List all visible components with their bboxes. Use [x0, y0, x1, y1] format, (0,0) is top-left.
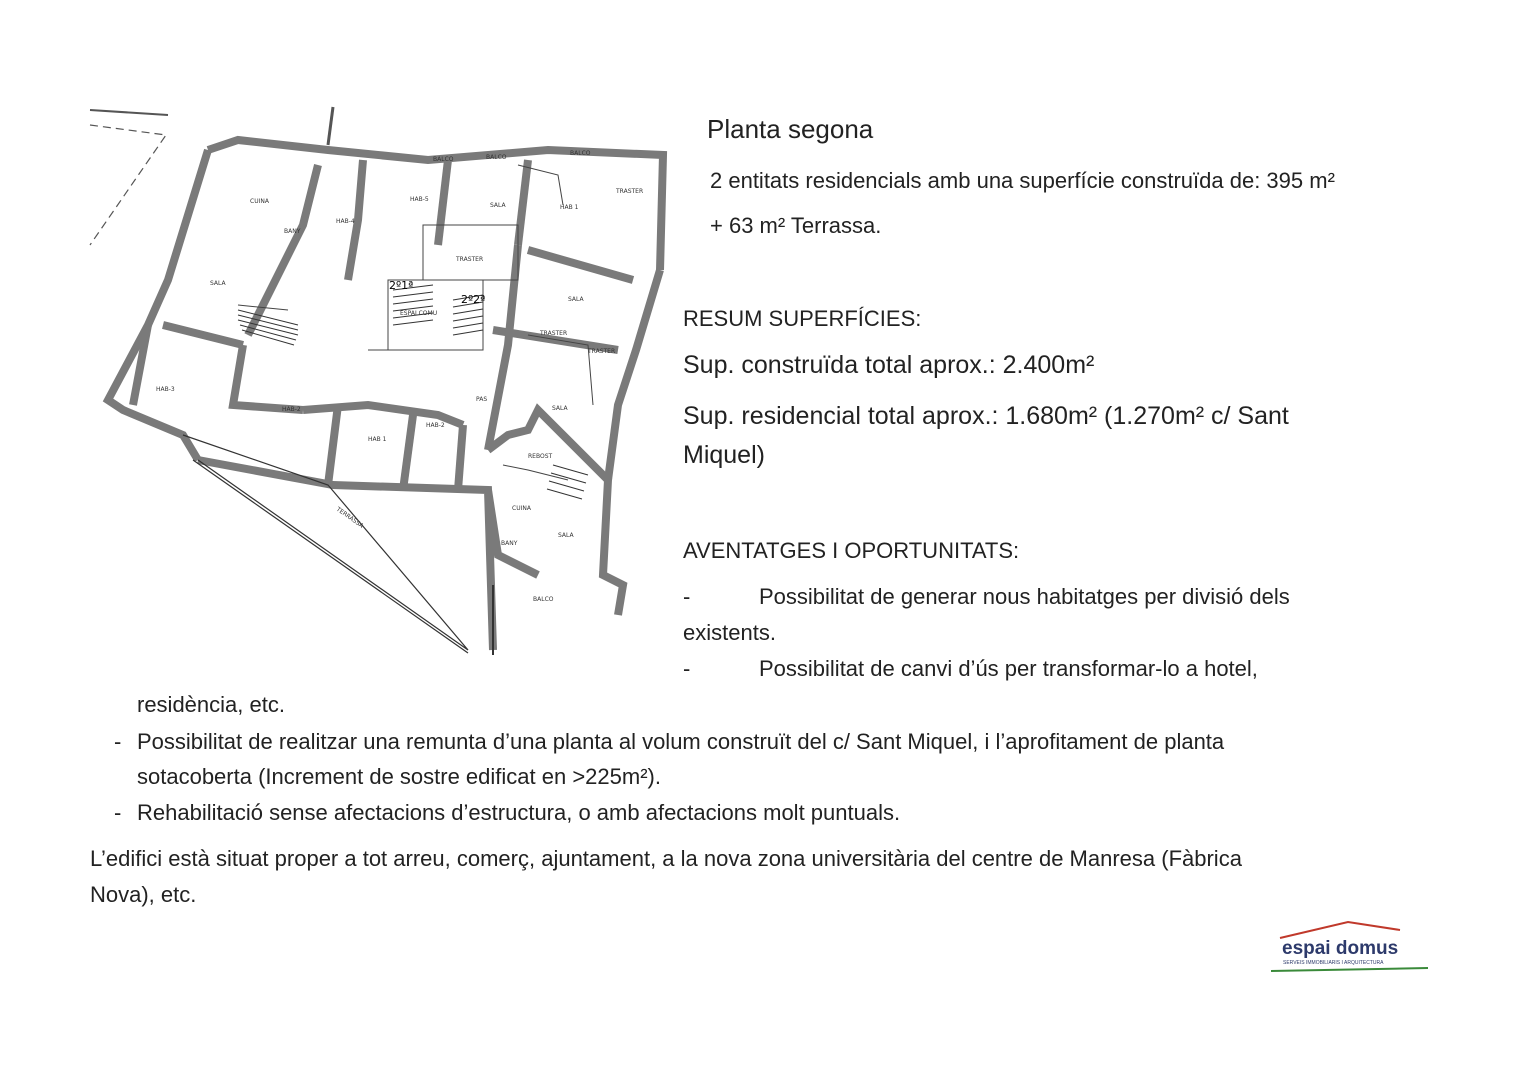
logo-roof-icon — [1280, 922, 1400, 938]
label-sala-3: SALA — [568, 296, 584, 303]
bullet-dash-1: - — [683, 584, 691, 609]
label-balco-3: BALCO — [570, 150, 591, 157]
label-hab3: HAB-3 — [156, 386, 175, 393]
intro-line-2: + 63 m² Terrassa. — [710, 213, 882, 238]
label-traster-1: TRASTER — [616, 188, 644, 195]
advantage-2-line-2: residència, etc. — [137, 692, 285, 717]
label-sala-4: SALA — [552, 405, 568, 412]
label-sala-1: SALA — [210, 280, 226, 287]
label-hab1-b: HAB 1 — [368, 436, 387, 443]
floor-plan-image — [88, 105, 670, 660]
espai-domus-logo — [1268, 918, 1430, 976]
advantages-heading: AVENTATGES I OPORTUNITATS: — [683, 538, 1020, 563]
summary-residential-line-1: Sup. residencial total aprox.: 1.680m² (1.270m² c/ Sant — [683, 402, 1289, 430]
advantage-4: Rehabilitació sense afectacions d’estructura, o amb afectacions molt puntuals. — [137, 800, 901, 825]
intro-line-1: 2 entitats residencials amb una superfície construïda de: 395 m² — [710, 168, 1335, 193]
label-hab1-a: HAB 1 — [560, 204, 579, 211]
label-cuina-2: CUINA — [512, 505, 531, 512]
label-hab4: HAB-4 — [336, 218, 355, 225]
label-sala-2: SALA — [490, 202, 506, 209]
advantage-1-line-1: Possibilitat de generar nous habitatges per divisió dels — [759, 584, 1290, 609]
advantage-2-line-1: Possibilitat de canvi d’ús per transformar-lo a hotel, — [759, 656, 1258, 681]
label-traster-2: TRASTER — [456, 256, 484, 263]
label-sala-5: SALA — [558, 532, 574, 539]
label-pas: PAS — [476, 396, 488, 403]
advantage-1-line-2: existents. — [683, 620, 776, 645]
label-cuina-1: CUINA — [250, 198, 269, 205]
page-title: Planta segona — [707, 114, 874, 144]
bullet-dash-3: - — [114, 729, 122, 754]
logo-name: espai domus — [1282, 938, 1399, 959]
label-balco-2: BALCO — [486, 154, 507, 161]
advantage-3-line-1: Possibilitat de realitzar una remunta d’una planta al volum construït del c/ Sant Miquel, i l’aprofitament de planta — [137, 729, 1225, 754]
label-rebost: REBOST — [528, 453, 553, 460]
label-espai-comu: ESPAI COMU — [400, 310, 438, 317]
summary-residential-line-2: Miquel) — [683, 441, 765, 469]
label-bany-1: BANY — [284, 228, 301, 235]
label-traster-3: TRASTER — [540, 330, 568, 337]
logo-tagline: SERVEIS IMMOBILIARIS I ARQUITECTURA — [1283, 960, 1384, 966]
advantage-3-line-2: sotacoberta (Increment de sostre edificat en >225m²). — [137, 764, 661, 789]
label-hab5: HAB-5 — [410, 196, 429, 203]
location-line-2: Nova), etc. — [90, 882, 197, 907]
label-traster-4: TRASTER — [588, 348, 616, 355]
label-unit-2-2: 2º2ª — [461, 293, 486, 306]
label-unit-2-1: 2º1ª — [389, 279, 414, 292]
label-hab2-b: HAB-2 — [426, 422, 445, 429]
bullet-dash-2: - — [683, 656, 691, 681]
summary-built: Sup. construïda total aprox.: 2.400m² — [683, 351, 1095, 379]
logo-underline — [1271, 968, 1428, 971]
location-line-1: L’edifici està situat proper a tot arreu, comerç, ajuntament, a la nova zona universitària del centre de Manresa (Fàbrica — [90, 846, 1242, 871]
label-hab2-a: HAB-2 — [282, 406, 301, 413]
label-balco-4: BALCO — [533, 596, 554, 603]
label-bany-2: BANY — [501, 540, 518, 547]
bullet-dash-4: - — [114, 800, 122, 825]
summary-heading: RESUM SUPERFÍCIES: — [683, 306, 922, 331]
label-balco-1: BALCO — [433, 156, 454, 163]
label-terrassa: TERRASSA — [334, 505, 365, 530]
